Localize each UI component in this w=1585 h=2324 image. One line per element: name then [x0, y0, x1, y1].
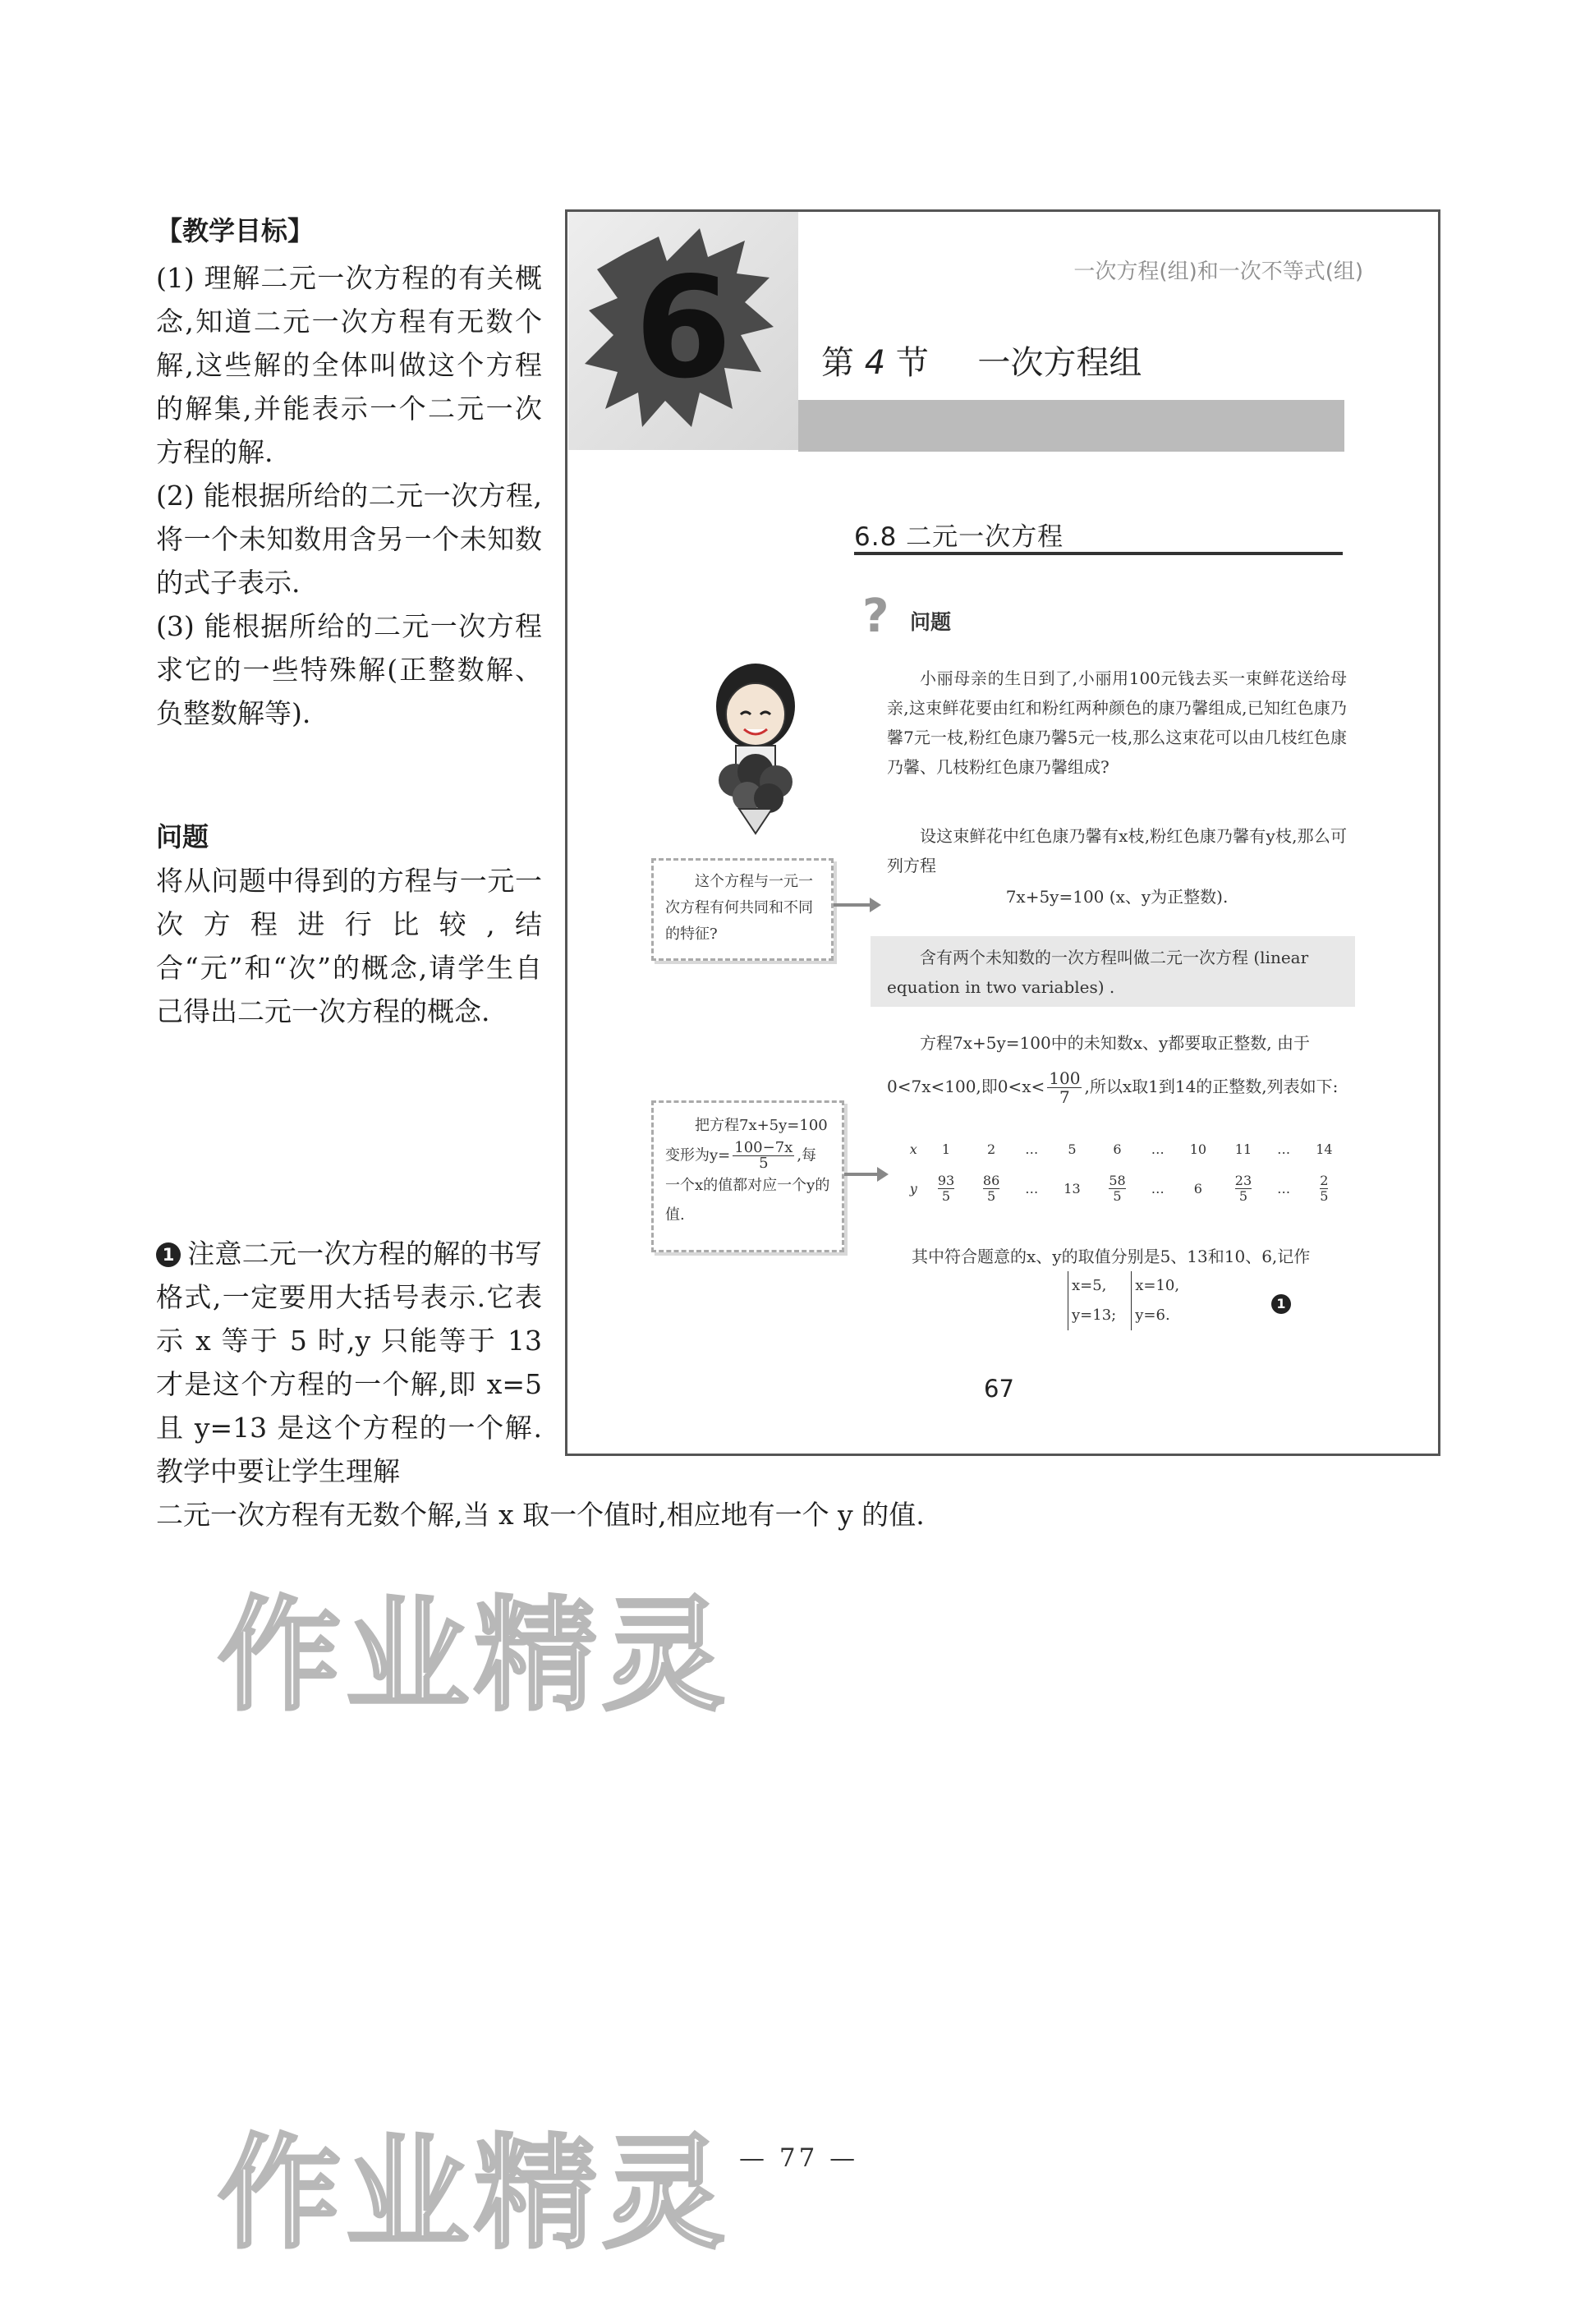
arrow-right-icon: [844, 1164, 890, 1184]
setup-paragraph: [887, 821, 1347, 880]
solution-2-y: y=6.: [1135, 1307, 1170, 1324]
cell-num: 93: [937, 1172, 955, 1188]
table-cell: 11: [1234, 1141, 1252, 1157]
section-suffix: 节: [895, 344, 929, 382]
section-name: 一次方程组: [977, 344, 1142, 382]
fraction-numerator: 100: [1049, 1068, 1081, 1088]
solution-1: [1068, 1271, 1116, 1330]
cell-num: 58: [1109, 1172, 1126, 1188]
question-heading: 问题: [156, 821, 209, 852]
problem-text: 小丽母亲的生日到了,小丽用100元钱去买一束鲜花送给母亲,这束鲜花要由红和粉红两种颜色的康乃馨组成,已知红色康乃馨7元一枝,粉红色康乃馨5元一枝,那么这束花可以由几枝红色康乃馨、几枝粉红色康乃馨组成?: [887, 668, 1347, 777]
cell-den: 5: [1320, 1187, 1329, 1204]
conclusion-text: 其中符合题意的x、y的取值分别是5、13和10、6,记作: [912, 1247, 1311, 1266]
side-note-2: [651, 1100, 844, 1252]
side-note-2-line-1: 把方程7x+5y=100: [695, 1117, 828, 1134]
note-continued: 二元一次方程有无数个解,当 x 取一个值时,相应地有一个 y 的值.: [156, 1499, 925, 1531]
section-label: 第: [821, 344, 854, 382]
table-cell: 1: [941, 1141, 951, 1157]
note-text: 注意二元一次方程的解的书写格式,一定要用大括号表示.它表示 x 等于 5 时,y 只能等于 13 才是这个方程的一个解,即 x=5 且 y=13 是这个方程的一个解.教学中要让学生理解: [156, 1238, 542, 1487]
value-table: [903, 1129, 1347, 1208]
side-note-2-line-3: 一个x的值都对应一个y的值.: [665, 1177, 830, 1224]
reasoning-line-1: [887, 1028, 1347, 1058]
definition-content: 含有两个未知数的一次方程叫做二元一次方程 (linear equation in two variables) .: [887, 948, 1309, 997]
section-bar: [798, 400, 1344, 452]
goals-heading: 【教学目标】: [156, 215, 315, 246]
cell-den: 5: [1238, 1187, 1248, 1204]
book-note-marker: 1: [1271, 1294, 1291, 1314]
cell-num: 23: [1234, 1172, 1252, 1188]
table-cell: 2: [986, 1141, 996, 1157]
table-y-label: y: [909, 1180, 917, 1196]
side-note-2-fraction: [733, 1141, 794, 1171]
solution-1-x: x=5,: [1072, 1277, 1107, 1294]
subsection-rule: [854, 552, 1343, 555]
book-page-number: 67: [984, 1375, 1014, 1403]
watermark-top: 作业精灵: [218, 1585, 731, 1728]
main-equation: 7x+5y=100 (x、y为正整数).: [1005, 887, 1229, 907]
watermark-bottom: 作业精灵: [218, 2123, 731, 2266]
side-note-1-text: 这个方程与一元一次方程有何共同和不同的特征?: [665, 873, 813, 943]
table-cell: …: [1151, 1180, 1165, 1196]
fraction-denominator: 7: [1059, 1087, 1070, 1107]
table-cell: 13: [1064, 1180, 1081, 1196]
table-cell: …: [1277, 1141, 1291, 1157]
table-cell: [923, 1169, 968, 1208]
table-row-y: [903, 1169, 1347, 1208]
table-cell: [1302, 1169, 1347, 1208]
solution-2-x: x=10,: [1135, 1277, 1180, 1294]
side-fraction-num: 100−7x: [734, 1139, 793, 1156]
question-label: 问题: [910, 610, 952, 634]
chapter-subtitle: 一次方程(组)和一次不等式(组): [1073, 259, 1363, 284]
cell-num: 2: [1320, 1172, 1329, 1188]
setup-text: 设这束鲜花中红色康乃馨有x枝,粉红色康乃馨有y枝,那么可列方程: [887, 826, 1347, 875]
table-cell: …: [1151, 1141, 1165, 1157]
chapter-splash-icon: [568, 212, 798, 450]
goal-2: (2) 能根据所给的二元一次方程,将一个未知数用含另一个未知数的式子表示.: [156, 480, 542, 599]
table-cell: [1095, 1169, 1140, 1208]
solution-2: [1131, 1271, 1179, 1330]
cell-den: 5: [986, 1187, 996, 1204]
table-cell: 6: [1113, 1141, 1122, 1157]
table-cell: 10: [1189, 1141, 1207, 1157]
table-cell: 14: [1316, 1141, 1333, 1157]
subsection-title: 6.8 二元一次方程: [854, 522, 1064, 552]
problem-paragraph: [887, 664, 1347, 782]
table-cell: [1220, 1169, 1266, 1208]
table-cell: …: [1025, 1141, 1039, 1157]
goal-3: (3) 能根据所给的二元一次方程求它的一些特殊解(正整数解、负整数解等).: [156, 610, 542, 729]
goal-1: (1) 理解二元一次方程的有关概念,知道二元一次方程有无数个解,这些解的全体叫做这个方程的解集,并能表示一个二元一次方程的解.: [156, 262, 542, 468]
cell-den: 5: [1113, 1187, 1122, 1204]
section-title: [821, 337, 1142, 384]
teaching-note: [156, 1232, 542, 1493]
teaching-goals: [156, 209, 542, 1033]
girl-illustration: [690, 657, 821, 838]
table-x-label: x: [909, 1141, 917, 1157]
note-marker: 1: [156, 1242, 181, 1267]
reasoning-text-2a: 0<7x<100,即0<x<: [887, 1077, 1045, 1096]
question-mark-icon: ?: [862, 590, 889, 643]
chapter-badge: [568, 212, 798, 450]
table-row-x: [903, 1129, 1347, 1169]
table-cell: …: [1277, 1180, 1291, 1196]
table-cell: [969, 1169, 1014, 1208]
question-guidance: 将从问题中得到的方程与一元一次方程进行比较,结合“元”和“次”的概念,请学生自己得出二元一次方程的概念.: [156, 865, 542, 1027]
side-note-2-prefix: 变形为y=: [665, 1146, 731, 1164]
table-cell: 5: [1068, 1141, 1077, 1157]
definition-text: [887, 943, 1347, 1002]
chapter-number: 6: [634, 247, 733, 410]
cell-den: 5: [941, 1187, 951, 1204]
solution-systems: [1068, 1271, 1194, 1330]
table-cell: …: [1025, 1180, 1039, 1196]
arrow-right-icon: [834, 895, 883, 915]
reasoning-line-2: [887, 1069, 1347, 1106]
side-note-1: [651, 858, 834, 961]
side-note-2-suffix: ,每: [797, 1146, 817, 1164]
solution-1-y: y=13;: [1072, 1307, 1117, 1324]
table-cell: 6: [1193, 1180, 1202, 1196]
reasoning-text-1: 方程7x+5y=100中的未知数x、y都要取正整数, 由于: [920, 1033, 1311, 1053]
section-number: 4: [864, 344, 886, 382]
page-number: — 77 —: [739, 2143, 859, 2173]
side-note-2-line-2: [665, 1141, 830, 1171]
cell-num: 86: [982, 1172, 1000, 1188]
fraction-100-7: [1047, 1069, 1082, 1106]
side-fraction-den: 5: [759, 1155, 769, 1172]
reasoning-text-2b: ,所以x取1到14的正整数,列表如下:: [1084, 1077, 1339, 1096]
